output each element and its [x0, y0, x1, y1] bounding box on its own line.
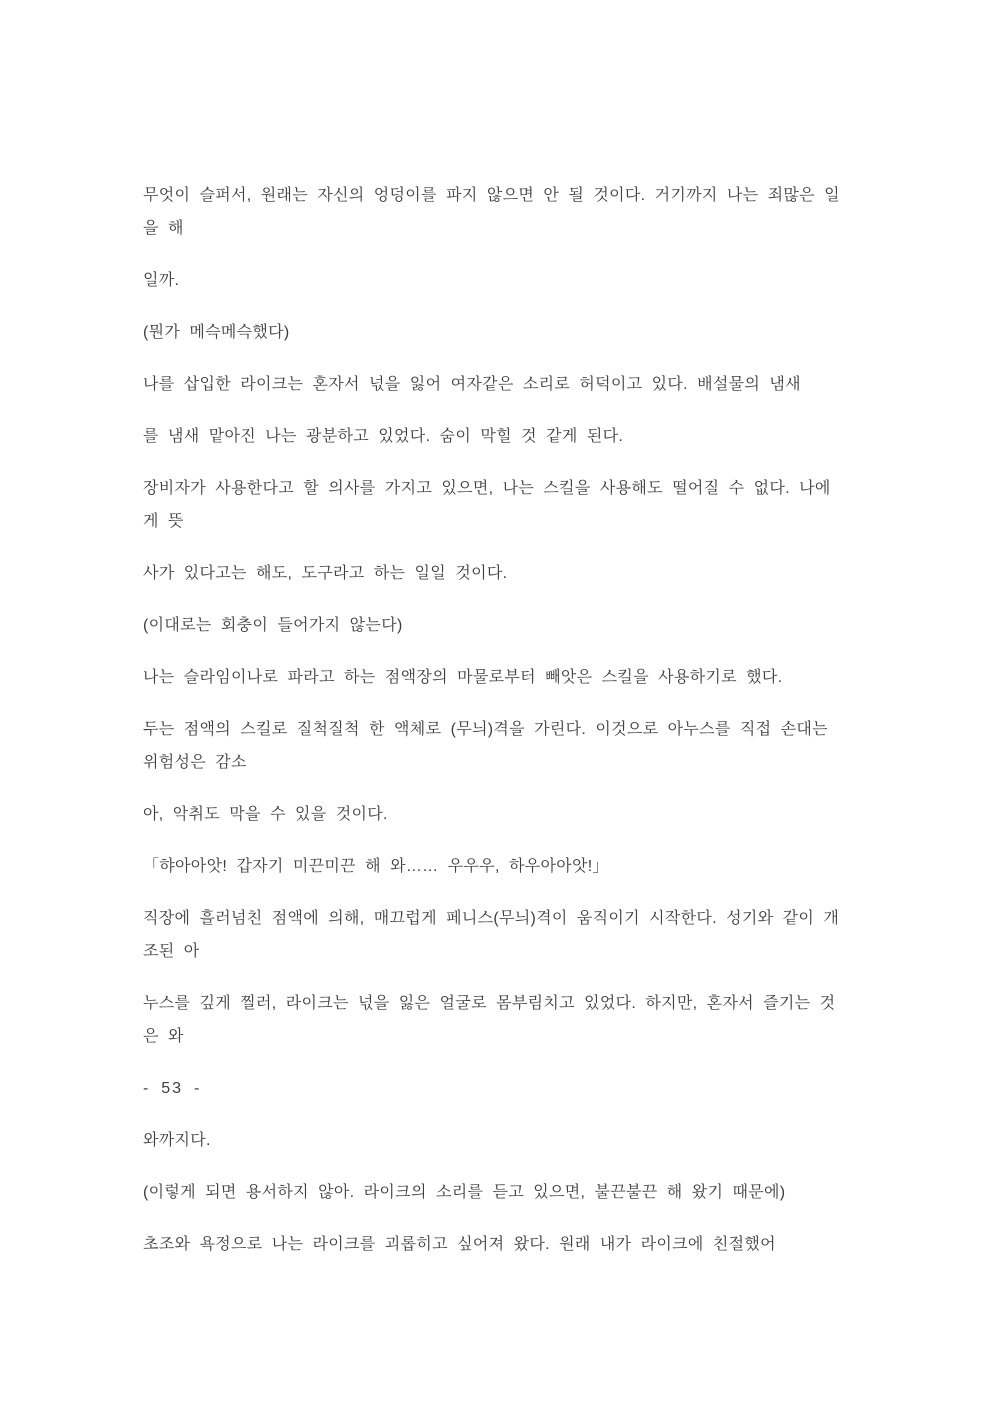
text-line: (뭔가 메슥메슥했다): [143, 324, 290, 341]
document-body: [143, 179, 892, 1261]
text-line: 누스를 깊게 찔러, 라이크는 넋을 잃은 얼굴로 몸부림치고 있었다. 하지만, 혼자서 즐기는 것: [143, 995, 836, 1012]
paragraph: [143, 420, 892, 453]
text-line: 게 뜻: [143, 513, 184, 530]
text-line: 조된 아: [143, 943, 200, 960]
text-line: 나는 슬라임이나로 파라고 하는 점액장의 마물로부터 빼앗은 스킬을 사용하기로 했다.: [143, 669, 783, 686]
paragraph: [143, 1124, 892, 1157]
paragraph: [143, 798, 892, 831]
paragraph: [143, 368, 892, 401]
text-line: 나를 삽입한 라이크는 혼자서 넋을 잃어 여자같은 소리로 허덕이고 있다. 배설물의 냄새: [143, 376, 801, 393]
text-line: 직장에 흘러넘친 점액에 의해, 매끄럽게 페니스(무늬)격이 움직이기 시작한다. 성기와 같이 개: [143, 910, 840, 927]
text-line: (이대로는 회충이 들어가지 않는다): [143, 617, 403, 634]
paragraph: [143, 264, 892, 297]
paragraph: [143, 850, 892, 883]
paragraph: [143, 1176, 892, 1209]
text-line: 두는 점액의 스킬로 질척질척 한 액체로 (무늬)격을 가린다. 이것으로 아누스를 직접 손대는: [143, 721, 828, 738]
text-line: 일까.: [143, 272, 180, 289]
paragraph: [143, 713, 892, 779]
text-line: (이렇게 되면 용서하지 않아. 라이크의 소리를 듣고 있으면, 불끈불끈 해 왔기 때문에): [143, 1184, 786, 1201]
page-number: [143, 1072, 892, 1105]
paragraph: [143, 472, 892, 538]
text-line: 은 와: [143, 1028, 184, 1045]
text-line: 를 냄새 맡아진 나는 광분하고 있었다. 숨이 막힐 것 같게 된다.: [143, 428, 624, 445]
paragraph: [143, 661, 892, 694]
text-line: 사가 있다고는 해도, 도구라고 하는 일일 것이다.: [143, 565, 508, 582]
text-line: 위험성은 감소: [143, 754, 247, 771]
paragraph: [143, 179, 892, 245]
text-line: 아, 악취도 막을 수 있을 것이다.: [143, 806, 388, 823]
text-line: 을 해: [143, 220, 184, 237]
text-line: 무엇이 슬퍼서, 원래는 자신의 엉덩이를 파지 않으면 안 될 것이다. 거기까지 나는 죄많은 일: [143, 187, 840, 204]
text-line: 와까지다.: [143, 1132, 211, 1149]
text-line: 「햐아아앗! 갑자기 미끈미끈 해 와…… 우우우, 하우아아앗!」: [143, 858, 609, 875]
paragraph: [143, 1228, 892, 1261]
paragraph: [143, 987, 892, 1053]
text-line: 초조와 욕정으로 나는 라이크를 괴롭히고 싶어져 왔다. 원래 내가 라이크에 친절했어: [143, 1236, 776, 1253]
paragraph: [143, 316, 892, 349]
text-line: 장비자가 사용한다고 할 의사를 가지고 있으면, 나는 스킬을 사용해도 떨어질 수 없다. 나에: [143, 480, 831, 497]
paragraph: [143, 557, 892, 590]
text-line: - 53 -: [143, 1080, 202, 1097]
paragraph: [143, 609, 892, 642]
paragraph: [143, 902, 892, 968]
